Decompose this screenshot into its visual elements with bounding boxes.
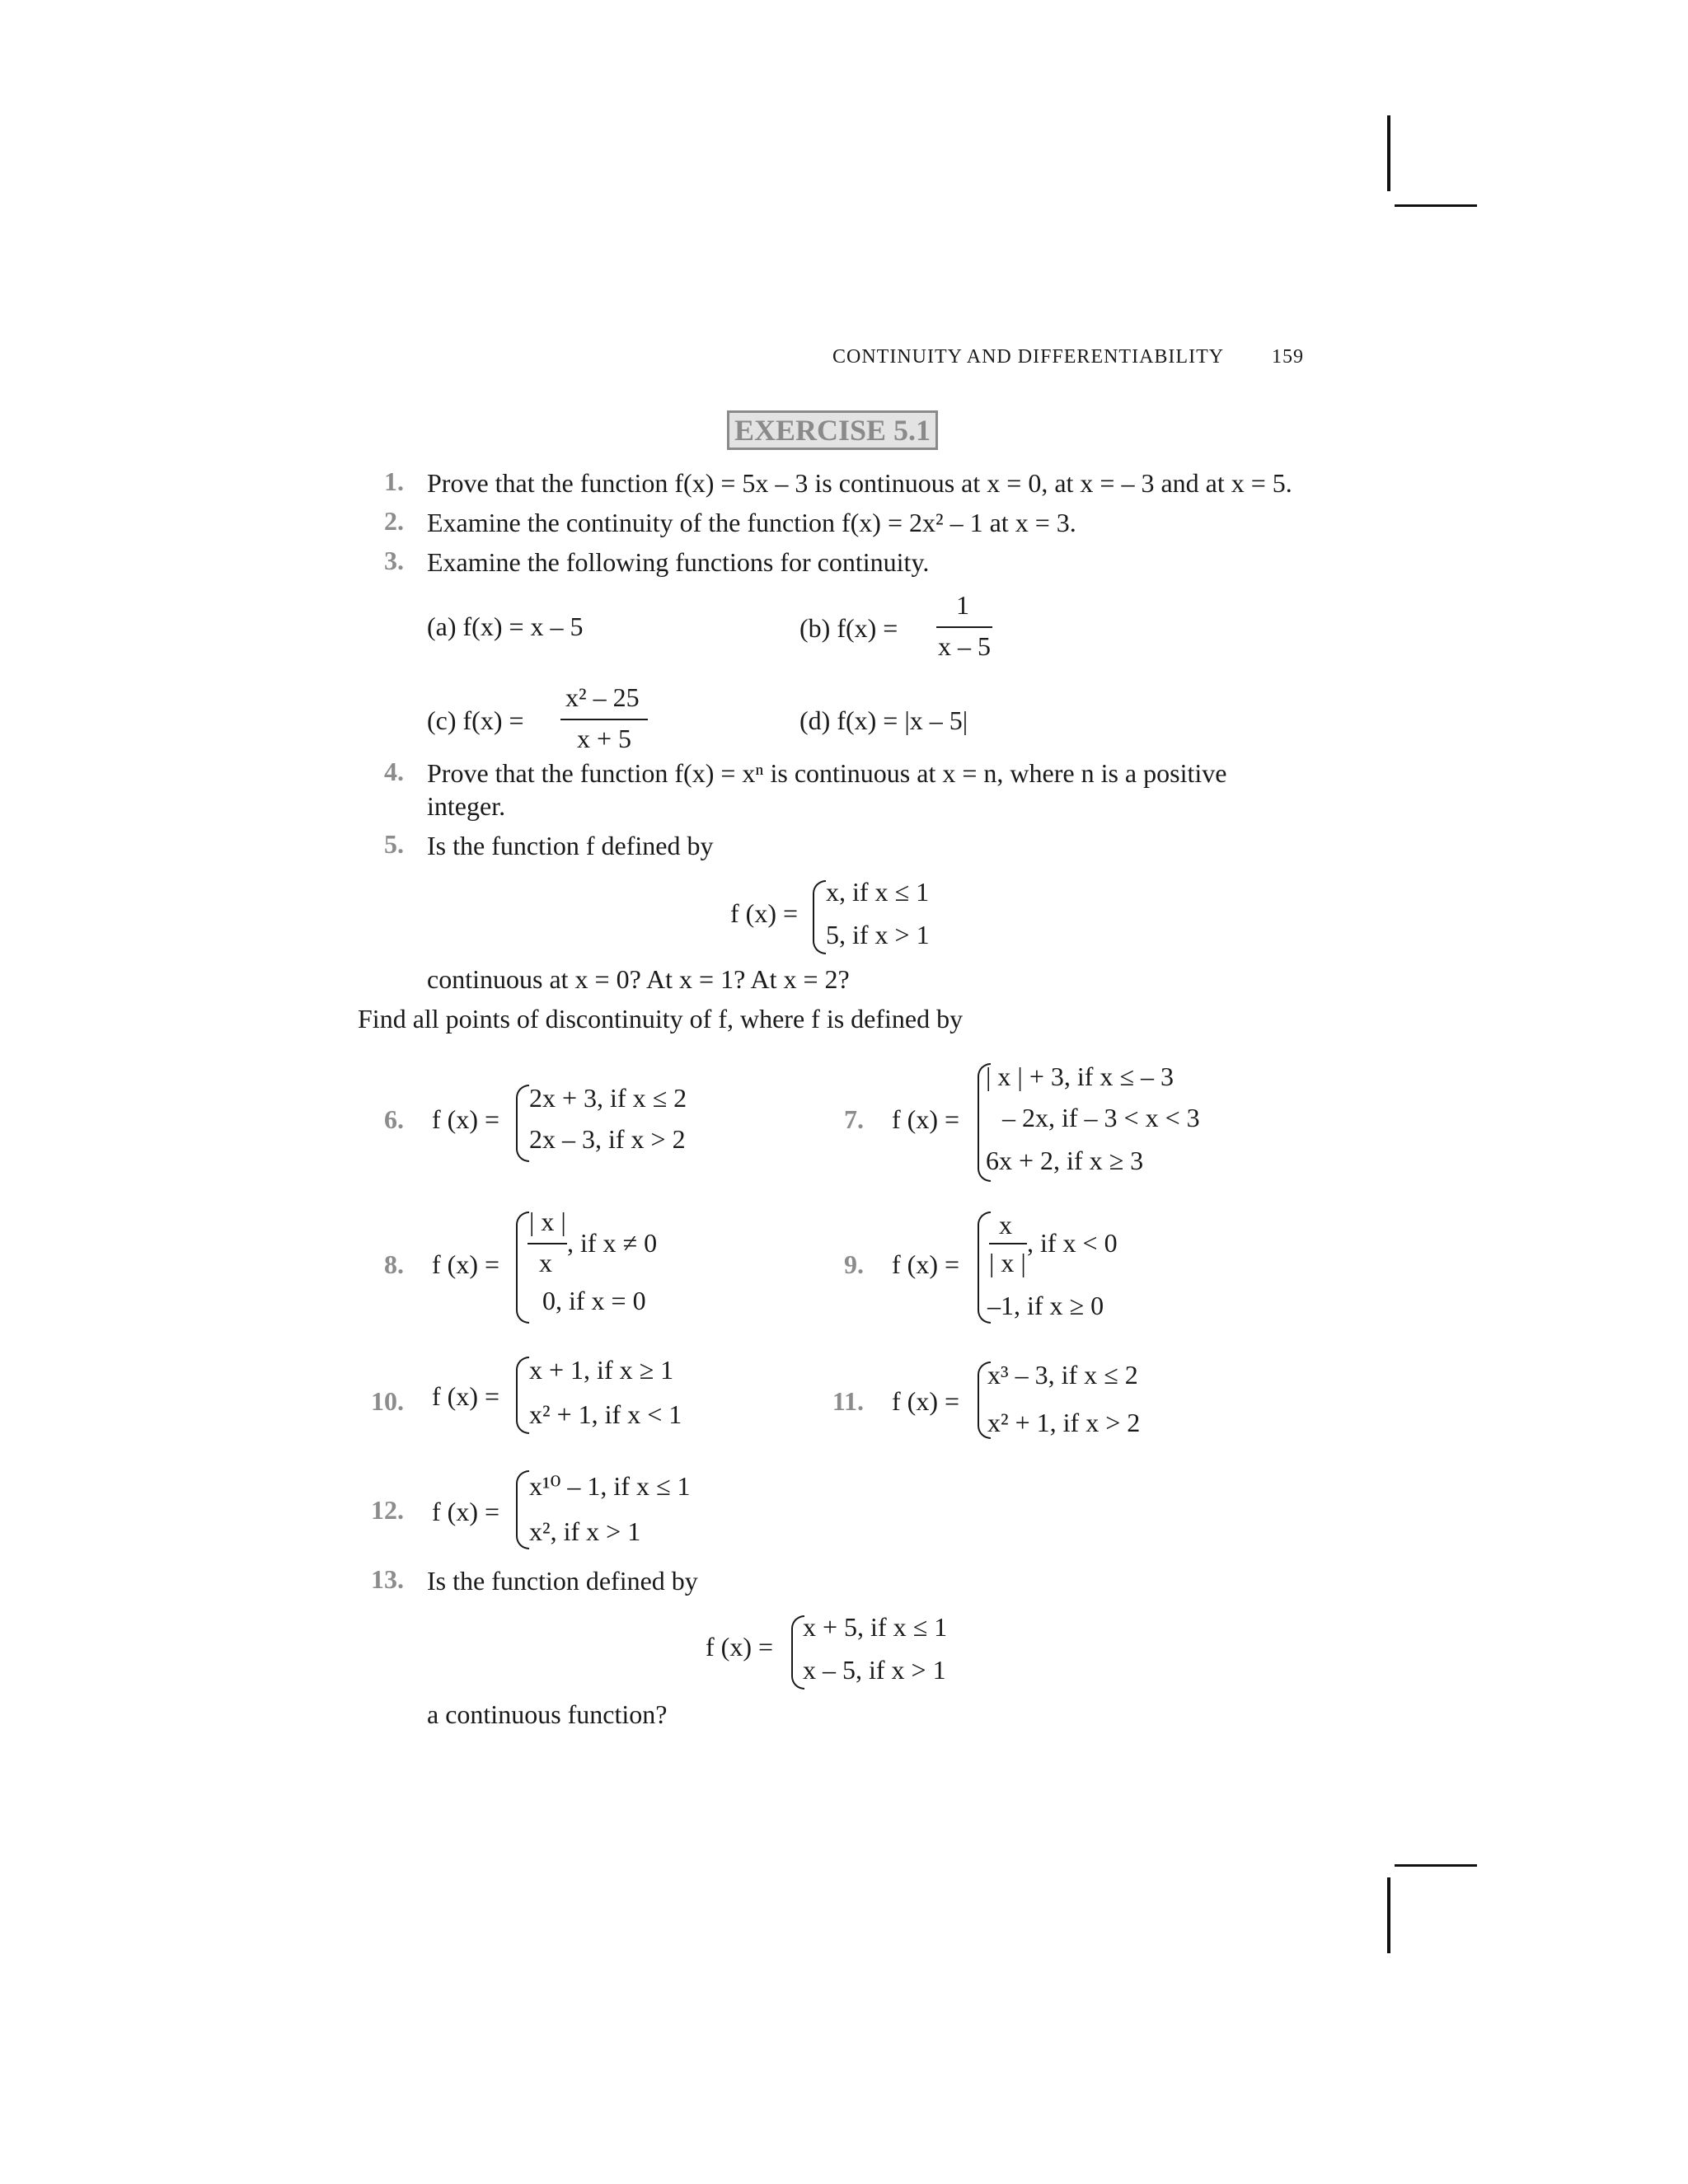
crop-mark-top-horizontal (1395, 204, 1477, 207)
q8-case-1-denominator: x (539, 1248, 552, 1277)
q6-case-2: 2x – 3, if x > 2 (529, 1124, 686, 1154)
fraction-bar (989, 1243, 1027, 1244)
q8-case-1-numerator: | x | (529, 1207, 566, 1236)
q10-case-2: x² + 1, if x < 1 (529, 1399, 682, 1429)
question-13-after-text: a continuous function? (427, 1699, 668, 1729)
fraction-bar (560, 719, 648, 720)
q5-case-2: 5, if x > 1 (826, 920, 930, 949)
q7-case-3: 6x + 2, if x ≥ 3 (986, 1146, 1144, 1175)
q6-function-lhs: f (x) = (432, 1104, 500, 1134)
q11-case-1: x³ – 3, if x ≤ 2 (987, 1360, 1138, 1390)
find-discontinuity-instruction: Find all points of discontinuity of f, where f is defined by (358, 1004, 964, 1033)
q6-case-1: 2x + 3, if x ≤ 2 (529, 1083, 687, 1113)
question-number: 4. (384, 757, 404, 786)
q10-case-1: x + 1, if x ≥ 1 (529, 1355, 674, 1385)
left-brace (516, 1212, 529, 1324)
left-brace (813, 880, 826, 954)
q3-part-a: (a) f(x) = x – 5 (427, 612, 584, 641)
header-title: CONTINUITY AND DIFFERENTIABILITY (832, 346, 1225, 368)
q9-case-1-condition: , if x < 0 (1027, 1228, 1118, 1258)
question-number: 6. (384, 1104, 404, 1134)
crop-mark-bottom-horizontal (1395, 1864, 1477, 1867)
fraction-bar (528, 1243, 567, 1244)
question-number: 2. (384, 506, 404, 536)
q3-part-b-label: (b) f(x) = (799, 613, 898, 643)
q9-function-lhs: f (x) = (892, 1249, 960, 1279)
question-number: 13. (371, 1564, 404, 1594)
q13-case-2: x – 5, if x > 1 (803, 1655, 946, 1685)
q9-case-1-denominator: | x | (989, 1248, 1026, 1277)
question-number: 12. (371, 1495, 404, 1525)
q9-case-2: –1, if x ≥ 0 (987, 1291, 1104, 1320)
question-number: 3. (384, 546, 404, 575)
q12-case-2: x², if x > 1 (529, 1516, 641, 1546)
q11-case-2: x² + 1, if x > 2 (987, 1408, 1141, 1437)
crop-mark-top-vertical (1387, 115, 1390, 191)
running-header (832, 346, 1224, 368)
q3-part-d: (d) f(x) = |x – 5| (799, 705, 968, 735)
question-1-text: Prove that the function f(x) = 5x – 3 is continuous at x = 0, at x = – 3 and at x = 5. (427, 468, 1292, 498)
question-number: 8. (384, 1249, 404, 1279)
q8-function-lhs: f (x) = (432, 1249, 500, 1279)
q3-part-c-label: (c) f(x) = (427, 705, 524, 735)
q8-case-2: 0, if x = 0 (542, 1286, 646, 1315)
q13-case-1: x + 5, if x ≤ 1 (803, 1612, 948, 1642)
question-5-text: Is the function f defined by (427, 831, 714, 860)
question-number: 10. (371, 1386, 404, 1416)
left-brace (516, 1357, 529, 1434)
q3-part-b-denominator: x – 5 (938, 631, 991, 661)
q3-part-c-numerator: x² – 25 (565, 682, 640, 712)
question-number: 11. (832, 1386, 864, 1416)
question-2-text: Examine the continuity of the function f(x) = 2x² – 1 at x = 3. (427, 508, 1076, 537)
q7-function-lhs: f (x) = (892, 1104, 960, 1134)
question-4-text-line1: Prove that the function f(x) = xⁿ is continuous at x = n, where n is a positive (427, 758, 1227, 788)
exercise-title: EXERCISE 5.1 (727, 410, 938, 450)
question-number: 7. (844, 1104, 864, 1134)
q12-function-lhs: f (x) = (432, 1497, 500, 1526)
q7-case-1: | x | + 3, if x ≤ – 3 (986, 1062, 1174, 1091)
crop-mark-bottom-vertical (1387, 1877, 1390, 1953)
question-5-after-text: continuous at x = 0? At x = 1? At x = 2? (427, 964, 850, 994)
question-4-text-line2: integer. (427, 791, 506, 821)
q8-case-1-condition: , if x ≠ 0 (567, 1228, 658, 1258)
q7-case-2: – 2x, if – 3 < x < 3 (1002, 1103, 1200, 1132)
question-number: 9. (844, 1249, 864, 1279)
q9-case-1-numerator: x (999, 1210, 1012, 1240)
question-3-text: Examine the following functions for continuity. (427, 547, 930, 577)
q3-part-c-denominator: x + 5 (577, 724, 632, 753)
question-number: 1. (384, 466, 404, 496)
fraction-bar (936, 626, 992, 628)
q10-function-lhs: f (x) = (432, 1381, 500, 1411)
left-brace (516, 1085, 529, 1162)
q11-function-lhs: f (x) = (892, 1386, 960, 1416)
q5-case-1: x, if x ≤ 1 (826, 877, 930, 907)
page-number: 159 (1272, 346, 1304, 368)
left-brace (516, 1470, 529, 1549)
q5-function-lhs: f (x) = (730, 898, 799, 928)
question-number: 5. (384, 829, 404, 859)
q3-part-b-numerator: 1 (956, 590, 969, 620)
q12-case-1: x¹⁰ – 1, if x ≤ 1 (529, 1471, 691, 1501)
q13-function-lhs: f (x) = (706, 1632, 774, 1661)
question-13-text: Is the function defined by (427, 1566, 698, 1596)
